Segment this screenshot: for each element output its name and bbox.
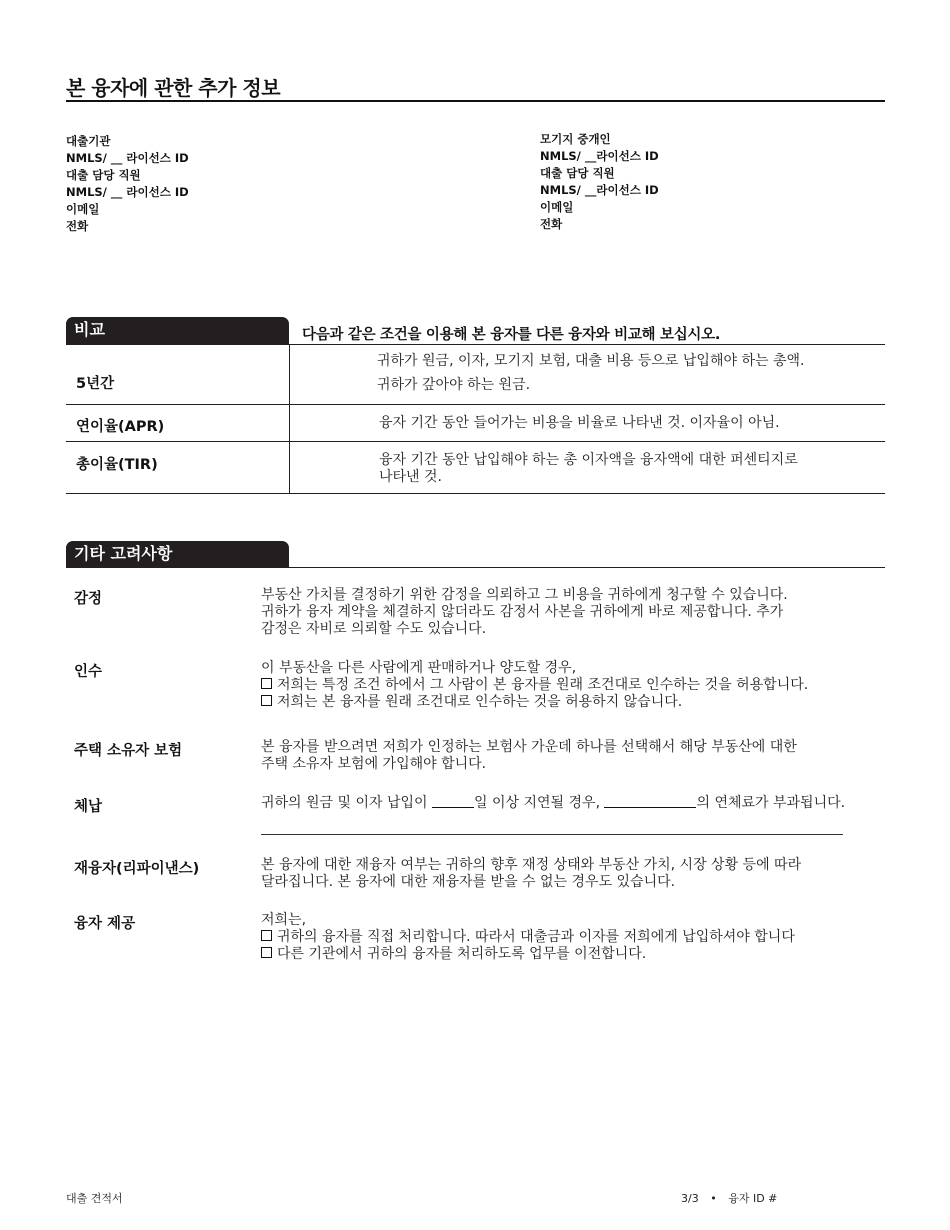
checkbox-icon[interactable] [261,930,272,941]
checkbox-icon[interactable] [261,695,272,706]
lender-officer-nmls-label: NMLS/ __ 라이선스 ID [66,185,189,199]
checkbox-icon[interactable] [261,947,272,958]
footer-page-info [681,1190,777,1206]
late-payment-text-part3: 의 연체료가 부과됩니다. [696,795,846,811]
servicing-label: 융자 제공 [74,916,136,932]
footer-loan-id: 융자 ID # [728,1192,778,1205]
assumption-option-deny [261,694,808,711]
broker-contact-block [540,131,659,233]
refinance-line: 달라집니다. 본 융자에 대한 재융자를 받을 수 없는 경우도 있습니다. [261,874,676,890]
assumption-option-deny-label: 저희는 본 융자를 원래 조건대로 인수하는 것을 허용하지 않습니다. [277,694,683,710]
homeowners-line: 주택 소유자 보험에 가입해야 합니다. [261,756,487,772]
servicing-option-transfer [261,946,795,963]
broker-nmls-label: NMLS/ __라이선스 ID [540,149,659,163]
late-payment-text-part2: 일 이상 지연될 경우, [474,795,601,811]
servicing-text [261,912,795,963]
assumption-option-allow [261,677,808,694]
comparisons-column-divider [289,344,290,494]
comparison-text-5yr-principal: 귀하가 갚아야 하는 원금. [377,377,531,393]
late-days-blank[interactable] [432,795,474,808]
appraisal-label: 감정 [74,591,103,607]
page-title: 본 융자에 관한 추가 정보 [66,76,281,100]
lender-officer-label: 대출 담당 직원 [66,168,141,182]
broker-phone-label: 전화 [540,217,563,231]
considerations-tab: 기타 고려사항 [66,541,289,568]
refinance-line: 본 융자에 대한 재융자 여부는 귀하의 향후 재정 상태와 부동산 가치, 시장 상황 등에 따라 [261,857,802,873]
checkbox-icon[interactable] [261,678,272,689]
late-fee-blank[interactable] [604,795,696,808]
appraisal-line: 부동산 가치를 결정하기 위한 감정을 의뢰하고 그 비용을 귀하에게 청구할 수 있습니다. [261,587,788,603]
late-payment-text [261,795,845,812]
lender-contact-block [66,133,189,235]
footer-page-number: 3/3 [681,1192,699,1205]
appraisal-line: 귀하가 융자 계약을 체결하지 않더라도 감정서 사본을 귀하에게 바로 제공합니다. 추가 [261,604,784,620]
appraisal-line: 감정은 자비로 의뢰할 수도 있습니다. [261,621,487,637]
refinance-label: 재융자(리파이낸스) [74,861,200,877]
servicing-intro: 저희는, [261,912,307,928]
servicing-option-direct-label: 귀하의 융자를 직접 처리합니다. 따라서 대출금과 이자를 저희에게 납입하셔야 합니다 [277,929,795,945]
refinance-text [261,857,801,891]
footer-doc-name: 대출 견적서 [66,1192,123,1205]
broker-officer-nmls-label: NMLS/ __라이선스 ID [540,183,659,197]
comparison-label-tir: 총이율(TIR) [76,457,158,473]
comparison-text-5yr-total: 귀하가 원금, 이자, 모기지 보험, 대출 비용 등으로 납입해야 하는 총액. [377,353,805,369]
comparison-text-apr: 융자 기간 동안 들어가는 비용을 비율로 나타낸 것. 이자율이 아님. [379,415,780,431]
comparison-label-apr: 연이율(APR) [76,419,165,435]
homeowners-insurance-text [261,739,797,773]
late-payment-text-part1: 귀하의 원금 및 이자 납입이 [261,795,428,811]
broker-email-label: 이메일 [540,200,574,214]
comparison-row-divider [66,404,885,405]
assumption-label: 인수 [74,664,103,680]
servicing-option-direct [261,929,795,946]
comparison-text-tir-line1: 융자 기간 동안 납입해야 하는 총 이자액을 융자액에 대한 퍼센티지로 [379,452,798,468]
lender-phone-label: 전화 [66,219,89,233]
servicing-option-transfer-label: 다른 기관에서 귀하의 융자를 처리하도록 업무를 이전합니다. [277,946,647,962]
homeowners-insurance-label: 주택 소유자 보험 [74,743,183,759]
appraisal-text [261,587,788,638]
late-payment-label: 체납 [74,799,103,815]
assumption-intro: 이 부동산을 다른 사람에게 판매하거나 양도할 경우, [261,660,577,676]
broker-officer-label: 대출 담당 직원 [540,166,615,180]
comparison-label-5yr: 5년간 [76,376,115,392]
comparisons-bottom-rule [66,493,885,494]
assumption-text [261,660,808,711]
considerations-top-rule [66,567,885,568]
comparisons-intro: 다음과 같은 조건을 이용해 본 융자를 다른 융자와 비교해 보십시오. [302,327,721,343]
comparisons-top-rule [66,344,885,345]
comparisons-tab: 비교 [66,317,289,344]
assumption-option-allow-label: 저희는 특정 조건 하에서 그 사람이 본 융자를 원래 조건대로 인수하는 것을 허용합니다. [277,677,809,693]
broker-name-label: 모기지 중개인 [540,132,611,146]
title-divider [66,100,885,102]
comparison-row-divider [66,441,885,442]
lender-email-label: 이메일 [66,202,100,216]
lender-nmls-label: NMLS/ __ 라이선스 ID [66,151,189,165]
homeowners-line: 본 융자를 받으려면 저희가 인정하는 보험사 가운데 하나를 선택해서 해당 부동산에 대한 [261,739,797,755]
late-payment-fill-line[interactable] [261,834,843,835]
lender-name-label: 대출기관 [66,134,111,148]
footer-separator: • [710,1192,717,1205]
comparison-text-tir-line2: 나타낸 것. [379,469,442,485]
